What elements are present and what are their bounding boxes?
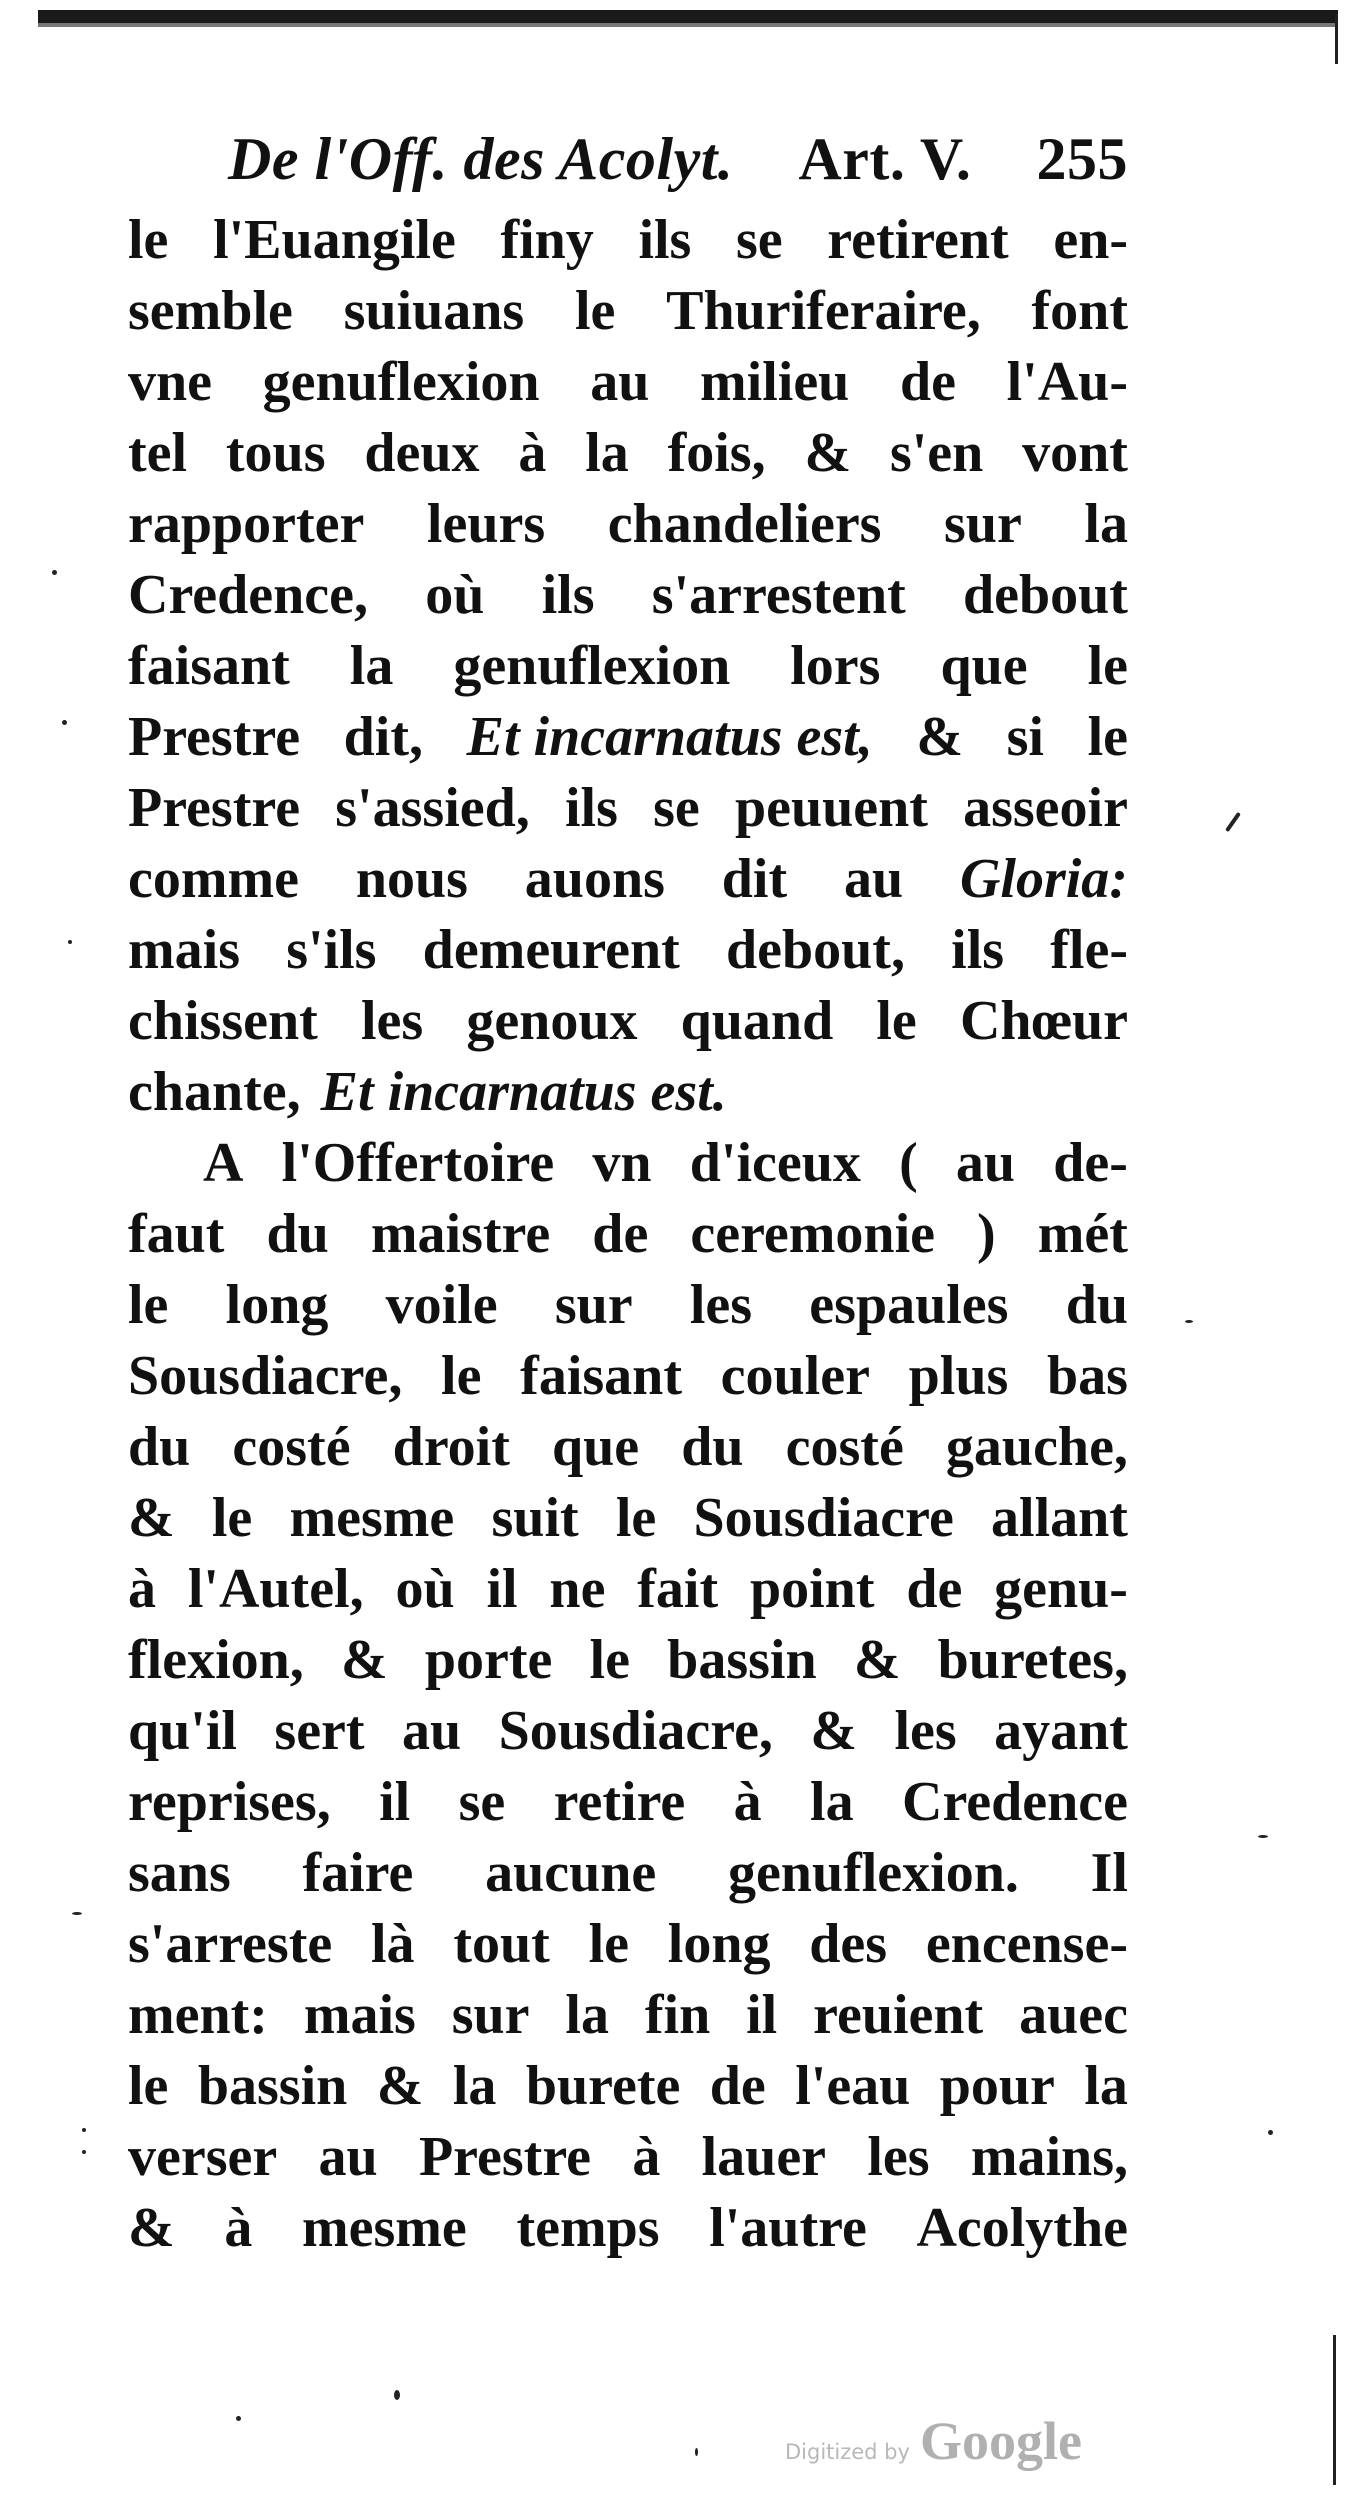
word: deux: [364, 422, 480, 484]
word: finy: [500, 209, 594, 271]
word: de: [906, 1558, 963, 1620]
text-line: [128, 1270, 1128, 1341]
word: faire: [302, 1842, 414, 1904]
word: espaules: [809, 1274, 1009, 1336]
word: tout: [453, 1913, 550, 1975]
word: Et incarnatus est.: [320, 1061, 727, 1123]
word: les: [360, 990, 424, 1052]
word: les: [689, 1274, 753, 1336]
word: se: [653, 777, 700, 839]
scan-right-edge-top: [1335, 14, 1338, 64]
word: &: [804, 422, 852, 484]
word: buretes,: [937, 1629, 1128, 1691]
word: la: [1084, 493, 1128, 555]
word: ): [977, 1203, 996, 1265]
word: ils: [564, 777, 618, 839]
word: &: [128, 2197, 175, 2259]
word: reprises,: [128, 1771, 331, 1833]
word: du: [266, 1203, 329, 1265]
scan-right-edge-bottom: [1333, 2335, 1336, 2485]
text-line: [128, 915, 1128, 986]
text-line: [128, 2193, 1128, 2264]
text-line: [128, 1909, 1128, 1980]
scan-speck: [1258, 1835, 1268, 1838]
text-line: [128, 1625, 1128, 1696]
word: sur: [944, 493, 1022, 555]
word: là: [370, 1913, 415, 1975]
word: suiuans: [343, 280, 525, 342]
word: mesme: [301, 2197, 467, 2259]
word: du: [681, 1416, 744, 1478]
word: quand: [680, 990, 834, 1052]
word: asseoir: [963, 777, 1128, 839]
word: gauche,: [945, 1416, 1128, 1478]
text-line: [128, 1980, 1128, 2051]
word: à: [518, 422, 547, 484]
word: point: [749, 1558, 875, 1620]
word: sur: [554, 1274, 633, 1336]
word: Sousdiacre,: [128, 1345, 403, 1407]
word: la: [585, 422, 629, 484]
word: fait: [637, 1558, 719, 1620]
word: couler: [720, 1345, 870, 1407]
word: nous: [355, 848, 468, 910]
word: Sousdiacre: [693, 1487, 954, 1549]
word: à: [224, 2197, 253, 2259]
word: ils: [951, 919, 1005, 981]
word: sert: [274, 1700, 365, 1762]
word: Acolythe: [916, 2197, 1128, 2259]
word: la: [565, 1984, 609, 2046]
word: mais: [303, 1984, 416, 2046]
word: de: [592, 1203, 649, 1265]
word: le: [574, 280, 616, 342]
word: milieu: [700, 351, 850, 413]
word: mais: [128, 919, 240, 981]
word: tel: [128, 422, 188, 484]
word: bassin: [667, 1629, 817, 1691]
word: bassin: [197, 2055, 348, 2117]
word: au: [955, 1132, 1016, 1194]
word: la: [452, 2055, 497, 2117]
word: s'arreste: [128, 1913, 333, 1975]
word: rapporter: [128, 493, 365, 555]
word: genuflexion: [453, 635, 731, 697]
word: le: [128, 2055, 169, 2117]
word: il: [486, 1558, 518, 1620]
scan-top-border-shadow: [38, 23, 1338, 27]
word: genuflexion: [262, 351, 540, 413]
word: vn: [592, 1132, 652, 1194]
text-line: [128, 844, 1128, 915]
word: l'Autel,: [187, 1558, 364, 1620]
word: le: [128, 1274, 169, 1336]
word: l'Euangile: [213, 209, 456, 271]
text-line: [128, 1341, 1128, 1412]
word: reuient: [813, 1984, 984, 2046]
word: comme: [128, 848, 300, 910]
scan-speck: [236, 2416, 241, 2421]
word: debout,: [726, 919, 905, 981]
word: tous: [225, 422, 326, 484]
word: long: [667, 1913, 771, 1975]
word: lors: [790, 635, 881, 697]
word: au: [318, 2126, 378, 2188]
word: vne: [128, 351, 212, 413]
word: au: [843, 848, 904, 910]
text-line: [128, 347, 1128, 418]
text-line: [128, 1696, 1128, 1767]
text-line: [128, 418, 1128, 489]
word: la: [1084, 2055, 1128, 2117]
scan-speck: [1268, 2130, 1273, 2135]
word: plus: [908, 1345, 1009, 1407]
word: des: [809, 1913, 888, 1975]
text-line: [128, 2122, 1128, 2193]
word: verser: [128, 2126, 278, 2188]
word: le: [1087, 635, 1128, 697]
word: si: [1006, 706, 1044, 768]
word: demeurent: [422, 919, 680, 981]
word: s'en: [889, 422, 984, 484]
scan-speck: [68, 940, 72, 944]
word: burete: [525, 2055, 681, 2117]
word: ils: [541, 564, 595, 626]
scan-speck: [695, 2448, 698, 2456]
scan-speck: [82, 2150, 86, 2154]
book-page: [128, 125, 1128, 2264]
word: l'Au-: [1006, 351, 1128, 413]
word: temps: [516, 2197, 660, 2259]
word: retirent: [827, 209, 1009, 271]
word: fin: [644, 1984, 711, 2046]
text-line: [128, 489, 1128, 560]
text-line: [128, 702, 1128, 773]
watermark-prefix: Digitized by: [785, 2440, 910, 2464]
text-line: [128, 1057, 1128, 1128]
word: Credence,: [128, 564, 368, 626]
word: à: [128, 1558, 156, 1620]
text-line: [128, 276, 1128, 347]
article-label: Art. V.: [798, 126, 972, 192]
word: auons: [524, 848, 665, 910]
word: de: [899, 351, 956, 413]
scan-speck: [52, 570, 57, 575]
word: Il: [1090, 1842, 1128, 1904]
word: pour: [939, 2055, 1055, 2117]
word: maistre: [370, 1203, 551, 1265]
text-line: [128, 631, 1128, 702]
scan-speck: [82, 2128, 86, 2132]
word: vont: [1022, 422, 1128, 484]
word: debout: [963, 564, 1128, 626]
word: Prestre: [418, 2126, 592, 2188]
word: costé: [232, 1416, 351, 1478]
word: Thuriferaire,: [666, 280, 981, 342]
text-line: [128, 1483, 1128, 1554]
word: du: [128, 1416, 191, 1478]
word: la: [349, 635, 394, 697]
text-line: [128, 1554, 1128, 1625]
text-line: [128, 1128, 1128, 1199]
word: Chœur: [959, 990, 1128, 1052]
word: de-: [1053, 1132, 1128, 1194]
word: le: [615, 1487, 657, 1549]
word: ne: [549, 1558, 606, 1620]
word: encense-: [925, 1913, 1128, 1975]
word: le: [876, 990, 917, 1052]
word: mesme: [289, 1487, 455, 1549]
word: que: [940, 635, 1028, 697]
word: Gloria:: [959, 848, 1128, 910]
word: il: [746, 1984, 778, 2046]
word: sans: [128, 1842, 231, 1904]
word: flexion,: [128, 1629, 304, 1691]
word: suit: [491, 1487, 579, 1549]
word: retire: [553, 1771, 686, 1833]
scan-speck: [394, 2390, 400, 2400]
word: où: [395, 1558, 455, 1620]
word: chandeliers: [607, 493, 882, 555]
word: chante,: [128, 1061, 301, 1123]
word: droit: [392, 1416, 510, 1478]
word: les: [894, 1700, 957, 1762]
body-text: [128, 205, 1128, 2264]
word: mains,: [970, 2126, 1128, 2188]
word: genoux: [466, 990, 638, 1052]
scan-speck: [1225, 812, 1241, 832]
word: le: [1087, 706, 1128, 768]
text-line: [128, 773, 1128, 844]
word: voile: [385, 1274, 498, 1336]
word: le: [588, 1913, 629, 1975]
word: &: [340, 1629, 388, 1691]
word: du: [1065, 1274, 1128, 1336]
word: long: [225, 1274, 329, 1336]
word: leurs: [426, 493, 546, 555]
word: &: [128, 1487, 175, 1549]
word: sur: [451, 1984, 530, 2046]
word: en-: [1053, 209, 1128, 271]
word: A: [203, 1132, 244, 1194]
word: faisant: [128, 635, 290, 697]
word: fois,: [667, 422, 766, 484]
word: que: [551, 1416, 640, 1478]
scan-speck: [62, 720, 67, 725]
word: se: [736, 209, 783, 271]
word: (: [899, 1132, 918, 1194]
word: chissent: [128, 990, 318, 1052]
google-logo: Google: [919, 2411, 1082, 2471]
word: font: [1031, 280, 1128, 342]
word: semble: [128, 280, 293, 342]
text-line: [128, 1767, 1128, 1838]
word: dit,: [343, 706, 424, 768]
text-line: [128, 986, 1128, 1057]
word: d'iceux: [689, 1132, 861, 1194]
word: bas: [1047, 1345, 1128, 1407]
word: où: [425, 564, 485, 626]
word: ment:: [128, 1984, 268, 2046]
word: dit: [721, 848, 788, 910]
word: genu-: [994, 1558, 1128, 1620]
text-line: [128, 1412, 1128, 1483]
word: au: [590, 351, 650, 413]
word: de: [709, 2055, 766, 2117]
text-line: [128, 205, 1128, 276]
word: ils: [638, 209, 692, 271]
word: fle-: [1050, 919, 1128, 981]
word: l'eau: [795, 2055, 911, 2117]
word: Et incarnatus est,: [466, 706, 873, 768]
word: peuuent: [734, 777, 928, 839]
word: le: [589, 1629, 630, 1691]
word: à: [632, 2126, 661, 2188]
word: costé: [785, 1416, 904, 1478]
word: mét: [1037, 1203, 1128, 1265]
word: lauer: [701, 2126, 827, 2188]
word: ceremonie: [690, 1203, 935, 1265]
word: Prestre: [128, 706, 301, 768]
word: le: [128, 209, 169, 271]
word: Sousdiacre,: [498, 1700, 773, 1762]
text-line: [128, 1838, 1128, 1909]
scan-speck: [72, 1912, 82, 1915]
scan-top-border: [38, 10, 1338, 23]
word: se: [458, 1771, 506, 1833]
text-line: [128, 560, 1128, 631]
word: &: [376, 2055, 424, 2117]
word: &: [810, 1700, 858, 1762]
digitized-watermark: [785, 2410, 1105, 2480]
word: porte: [424, 1629, 553, 1691]
word: aucune: [485, 1842, 657, 1904]
word: s'assied,: [335, 777, 530, 839]
word: au: [402, 1700, 462, 1762]
word: &: [916, 706, 963, 768]
word: le: [441, 1345, 482, 1407]
word: à: [733, 1771, 762, 1833]
running-header: [128, 125, 1128, 205]
word: il: [379, 1771, 411, 1833]
word: s'arrestent: [651, 564, 906, 626]
text-line: [128, 1199, 1128, 1270]
word: faut: [128, 1203, 225, 1265]
word: genuflexion.: [727, 1842, 1019, 1904]
page-number: 255: [1036, 126, 1128, 192]
word: allant: [991, 1487, 1128, 1549]
word: Prestre: [128, 777, 301, 839]
word: &: [853, 1629, 901, 1691]
word: qu'il: [128, 1700, 237, 1762]
word: ayant: [994, 1700, 1128, 1762]
word: le: [211, 1487, 253, 1549]
text-line: [128, 2051, 1128, 2122]
word: faisant: [520, 1345, 682, 1407]
word: l'Offertoire: [281, 1132, 555, 1194]
word: s'ils: [286, 919, 377, 981]
scan-speck: [1185, 1320, 1193, 1323]
running-title: De l'Off. des Acolyt.: [228, 126, 734, 192]
word: la: [810, 1771, 854, 1833]
word: auec: [1019, 1984, 1128, 2046]
word: Credence: [902, 1771, 1128, 1833]
word: les: [867, 2126, 930, 2188]
word: l'autre: [709, 2197, 867, 2259]
